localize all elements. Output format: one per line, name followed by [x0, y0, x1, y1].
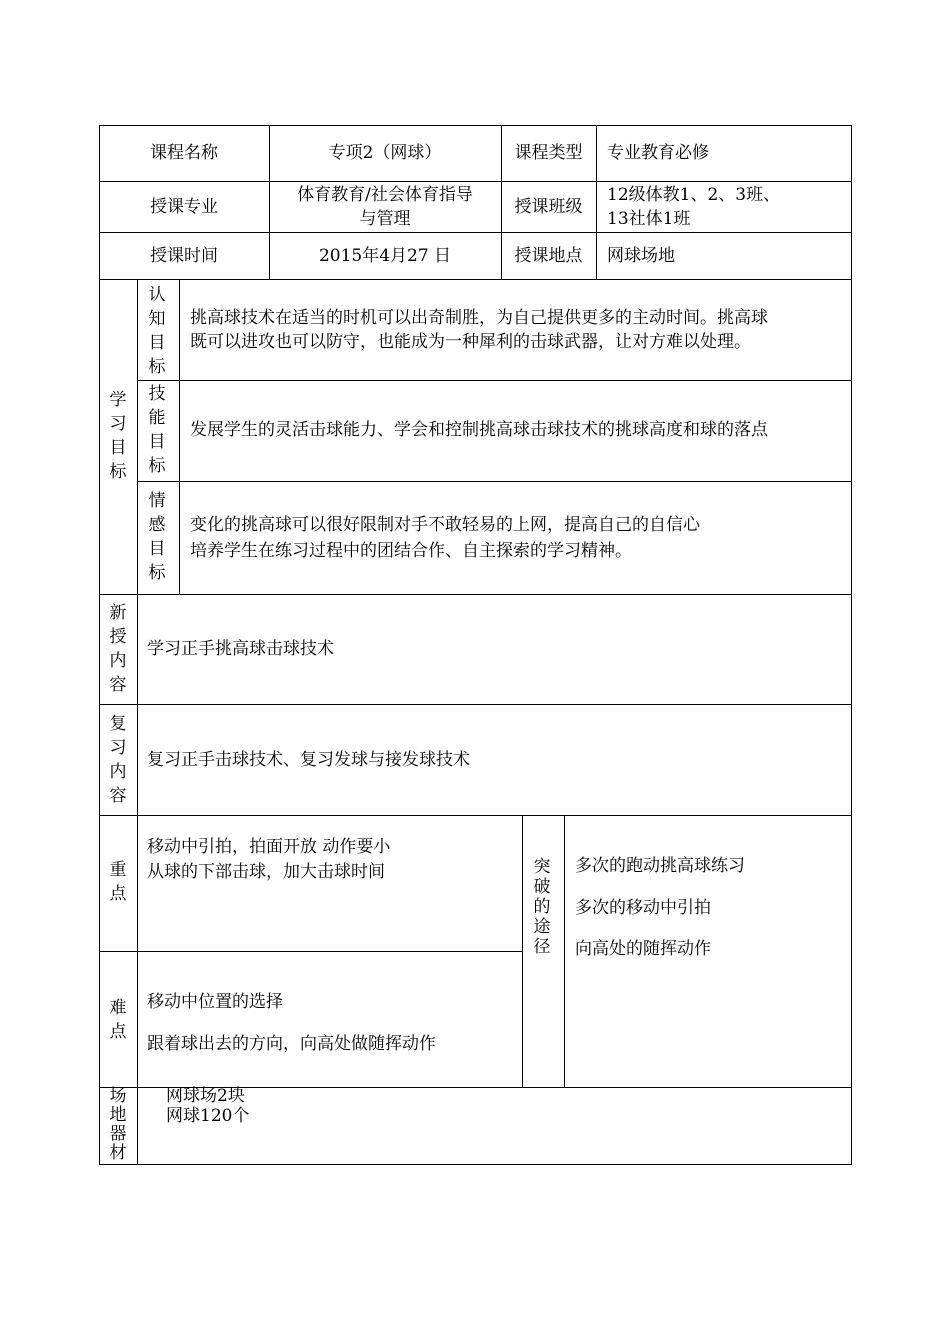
breakthrough-line1: 多次的跑动挑高球练习 [575, 856, 745, 876]
course-type-label: 课程类型 [514, 143, 583, 163]
course-name-label: 课程名称 [150, 143, 218, 163]
place-label: 授课地点 [514, 246, 583, 266]
class-value-line2: 13社体1班 [607, 209, 691, 229]
major-value-line2: 与管理 [359, 209, 411, 229]
breakthrough-label: 突 破 的 途 径 [533, 857, 551, 957]
objectives-section-label: 学 习 目 标 [109, 390, 127, 482]
affective-objective-line1: 变化的挑高球可以很好限制对手不敢轻易的上网，提高自己的自信心 [190, 515, 700, 535]
review-content-text: 复习正手击球技术、复习发球与接发球技术 [147, 750, 470, 770]
new-content-label: 新 授 内 容 [109, 603, 127, 695]
major-value-line1: 体育教育/社会体育指导 [297, 185, 473, 205]
course-type-value: 专业教育必修 [607, 143, 709, 163]
major-label: 授课专业 [150, 197, 218, 217]
equipment-label: 场 地 器 材 [109, 1086, 127, 1163]
equipment-line1: 网球场2块 [166, 1086, 245, 1106]
cognitive-objective-label: 认 知 目 标 [148, 285, 166, 377]
key-points-line2: 从球的下部击球，加大击球时间 [147, 862, 385, 882]
cognitive-objective-line1: 挑高球技术在适当的时机可以出奇制胜，为自己提供更多的主动时间。挑高球 [190, 308, 768, 328]
difficulties-line1: 移动中位置的选择 [147, 992, 283, 1012]
affective-objective-label: 情 感 目 标 [148, 491, 166, 583]
review-content-label: 复 习 内 容 [109, 714, 127, 806]
course-name-value: 专项2（网球） [328, 143, 442, 163]
time-value: 2015年4月27 日 [318, 246, 452, 266]
class-value-line1: 12级体教1、2、3班、 [607, 185, 781, 205]
breakthrough-line3: 向高处的随挥动作 [575, 939, 711, 959]
equipment-line2: 网球120个 [166, 1106, 250, 1126]
time-label: 授课时间 [150, 246, 218, 266]
difficulties-line2: 跟着球出去的方向，向高处做随挥动作 [147, 1034, 436, 1054]
affective-objective-line2: 培养学生在练习过程中的团结合作、自主探索的学习精神。 [190, 541, 632, 561]
difficulties-label: 难 点 [109, 998, 127, 1042]
cognitive-objective-line2: 既可以进攻也可以防守，也能成为一种犀利的击球武器，让对方难以处理。 [190, 332, 751, 352]
breakthrough-line2: 多次的移动中引拍 [575, 898, 711, 918]
key-points-line1: 移动中引拍，拍面开放 动作要小 [147, 837, 391, 857]
key-points-label: 重 点 [109, 860, 127, 904]
new-content-text: 学习正手挑高球击球技术 [147, 639, 334, 659]
skill-objective-label: 技 能 目 标 [148, 384, 166, 476]
class-label: 授课班级 [514, 197, 583, 217]
skill-objective-line1: 发展学生的灵活击球能力、学会和控制挑高球击球技术的挑球高度和球的落点 [190, 420, 768, 440]
place-value: 网球场地 [607, 246, 675, 266]
